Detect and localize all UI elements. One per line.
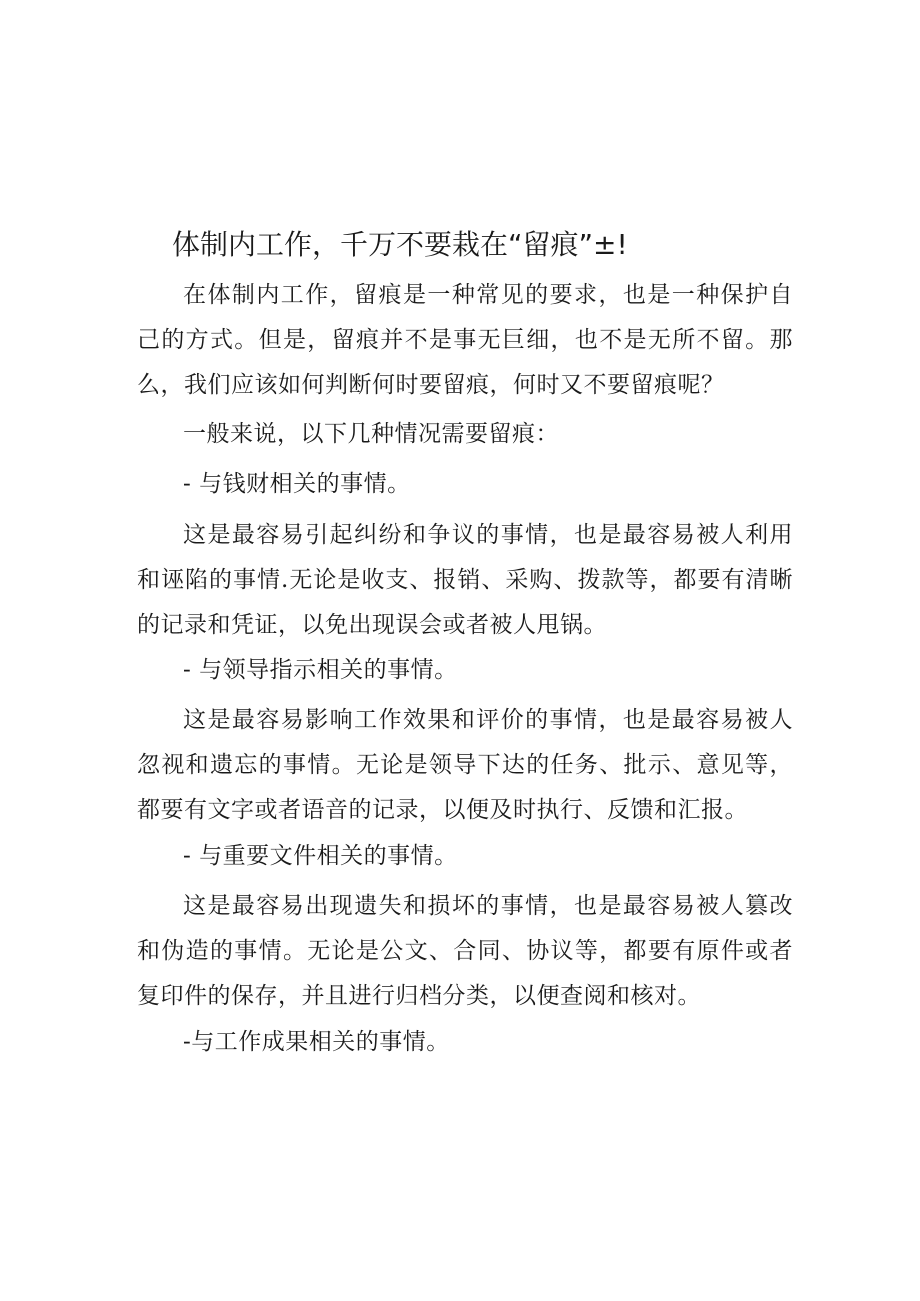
section-heading-money: - 与钱财相关的事情。: [183, 471, 411, 497]
intro-paragraph: 在体制内工作，留痕是一种常见的要求，也是一种保护自己的方式。但是，留痕并不是事无巨细，也不是无所不留。那么，我们应该如何判断何时要留痕，何时又不要留痕呢？: [137, 282, 793, 398]
section-body-documents: 这是最容易出现遗失和损坏的事情，也是最容易被人篡改和伪造的事情。无论是公文、合同、协议等，都要有原件或者复印件的保存，并且进行归档分类，以便查阅和核对。: [137, 893, 793, 1009]
section-heading-documents: - 与重要文件相关的事情。: [183, 843, 458, 869]
section-heading-leader: - 与领导指示相关的事情。: [183, 657, 458, 683]
lead-sentence: 一般来说，以下几种情况需要留痕：: [183, 421, 559, 447]
document-title: 体制内工作，千万不要栽在“留痕”±!: [172, 228, 628, 261]
section-heading-results: -与工作成果相关的事情。: [183, 1029, 450, 1055]
section-body-leader: 这是最容易影响工作效果和评价的事情，也是最容易被人忽视和遗忘的事情。无论是领导下达的任务、批示、意见等，都要有文字或者语音的记录，以便及时执行、反馈和汇报。: [137, 707, 793, 823]
section-body-money: 这是最容易引起纠纷和争议的事情，也是最容易被人利用和诬陷的事情.无论是收支、报销、采购、拨款等，都要有清晰的记录和凭证，以免出现误会或者被人甩锅。: [137, 522, 793, 638]
